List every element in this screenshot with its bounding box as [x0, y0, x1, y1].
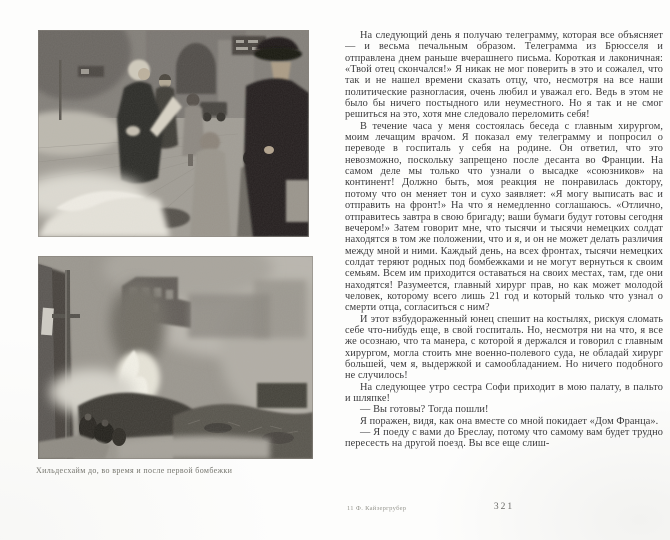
paragraph-surgeon: В течение часа у меня состоялась беседа с главным хирургом, моим лечащим врачом. Я показал ему телеграмму и попросил о переводе в госпиталь у себя на родине. Он ответил, что это невозможно, поскольку запрещено после десанта во Франции. На самом деле мы только что узнали о высадке «союзников» на континент! Должно быть, моя реакция не понравилась доктору, потому что он меняет тон и сухо заявляет: «Я могу выписать вас и отправить на фронт!» На что я немедленно соглашаюсь. «Отлично, отправитесь завтра в свою бригаду; ваши бумаги будут готовы сегодня вечером!» Затем говорит мне, что тысячи и тысячи немецких солдат находятся в том же положении, что и я, и он не может делать различия между мной и ними. Каждый день, на всех фронтах, тысячи немецких солдат теряют родных под бомбежками и не могут вернуться к своим семьям. Всем им приходится оставаться на своих местах, там, где они находятся! Разумеется, главный хирург прав, но как может молодой человек, которому всего лишь 21 год и который только что узнал о смерти отца, согласиться с ним? [345, 120, 663, 314]
paragraph-sister-sofi: На следующее утро сестра Софи приходит в мою палату, в пальто и шляпке! [345, 381, 663, 404]
page-number: 321 [493, 502, 515, 512]
paragraph-dialogue-ready: — Вы готовы? Тогда пошли! [360, 404, 489, 416]
paragraph-dom-franza: Я поражен, видя, как она вместе со мной покидает «Дом Франца». [360, 415, 659, 427]
body-text [345, 30, 663, 500]
photo-ruins [38, 256, 313, 459]
photo-caption: Хильдесхайм до, во время и после первой бомбежки [36, 466, 233, 475]
page-footer [345, 502, 663, 516]
page-right [335, 0, 670, 540]
print-signature: 11 Ф. Кайзергрубер [347, 505, 407, 512]
street-scene-image [38, 30, 309, 237]
paragraph-dialogue-breslau: — Я поеду с вами до Бреслау, потому что самому вам будет трудно пересесть на другой поезд. Вы все еще слиш- [345, 427, 663, 450]
ruins-image [38, 256, 313, 459]
photo-street-scene [38, 30, 309, 237]
paragraph-telegram: На следующий день я получаю телеграмму, которая все объясняет — и весьма печальным образом. Телеграмма из Брюсселя и отправлена днем раньше вчерашнего письма. Короткая и лаконичная: «Твой отец скончался!» Я никак не мог поверить в это и сожалел, что так и не нашел времени сказать отцу, что, несмотря на все наши политические разногласия, очень любил и уважал его. Ведь в этом не было бы ничего постыдного или неуместного. Но я так и не смог решиться на это, хотя мне следовало переломить себя! [345, 30, 663, 121]
paragraph-crutches: И этот взбудораженный юнец спешит на костылях, рискуя сломать себе что-нибудь еще, в свой госпиталь. Но, несмотря ни на что, я все же осознаю, что та манера, с которой я держался и говорил с главным хирургом, могла стоить мне военно-полевого суда, не обладай хирург большей, чем я, выдержкой и самообладанием. Но ничего подобного не случилось! [345, 313, 663, 382]
